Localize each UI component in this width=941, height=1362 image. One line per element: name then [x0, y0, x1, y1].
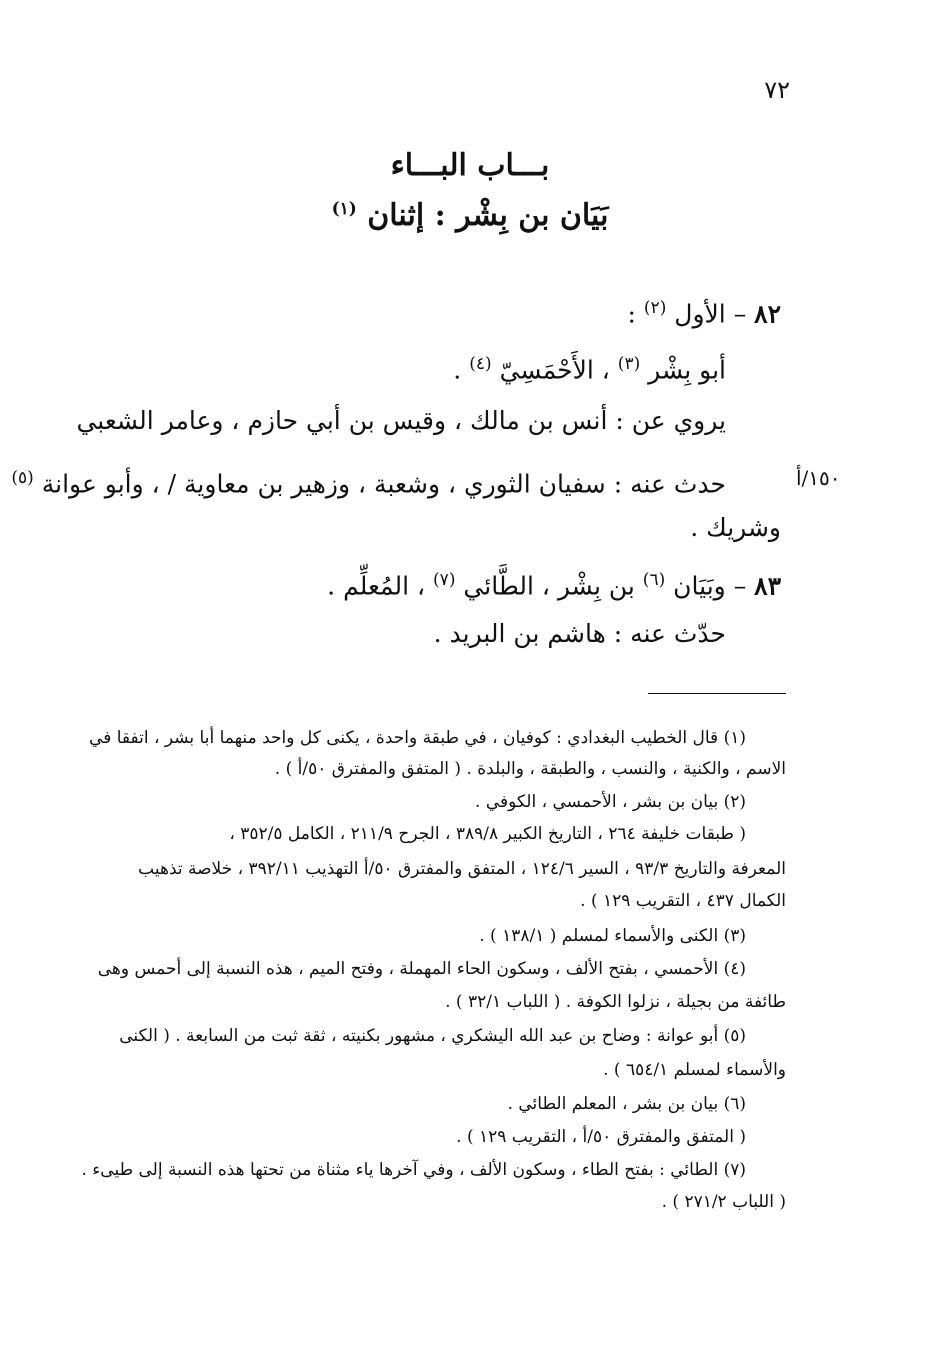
- footnote-line: المعرفة والتاريخ ٩٣/٣ ، السير ١٢٤/٦ ، المتفق والمفترق ٥٠/أ التهذيب ٣٩٢/١١ ، خلاصة تذهيب: [138, 859, 786, 879]
- footnote-line: (٥) أبو عوانة : وضاح بن عبد الله اليشكري ، مشهور بكنيته ، ثقة ثبت من السابعة . ( الكنى: [119, 1026, 746, 1046]
- entry-82-name-line: [453, 346, 726, 388]
- entry-83-number: ٨٣: [754, 571, 781, 601]
- footnote-line: (٦) بيان بن بشر ، المعلم الطائي .: [507, 1094, 746, 1114]
- entry-82-narrates-from: يروي عن : أنس بن مالك ، وقيس بن أبي حازم ، وعامر الشعبي: [76, 406, 726, 435]
- entry-82-kunya-ref: (٣): [617, 354, 641, 374]
- entry-82-header: [628, 290, 781, 332]
- entry-82-name-end: .: [453, 355, 462, 385]
- footnote-line: (١) قال الخطيب البغدادي : كوفيان ، في طبقة واحدة ، يكنى كل واحد منهما أبا بشر ، اتفقا في: [89, 728, 746, 748]
- heading-text: بَيَان بن بِشْر : إثنان: [367, 198, 609, 233]
- footnote-line: (٢) بيان بن بشر ، الأحمسي ، الكوفي .: [475, 792, 746, 812]
- entry-83-dash: –: [733, 571, 747, 601]
- entry-82-title-ref: (٢): [643, 298, 667, 318]
- footnote-line: (٤) الأحمسي ، بفتح الألف ، وسكون الحاء المهملة ، وفتح الميم ، هذه النسبة إلى أحمس وهى: [97, 959, 746, 979]
- footnote-line: ( المتفق والمفترق ٥٠/أ ، التقريب ١٢٩ ) .: [456, 1127, 746, 1147]
- heading-footnote-ref: (١): [331, 199, 357, 219]
- name-heading: [250, 198, 690, 233]
- footnote-divider: [648, 693, 786, 694]
- footnote-line: (٣) الكنى والأسماء لمسلم ( ١٣٨/١ ) .: [479, 926, 746, 946]
- footnote-line: الكمال ٤٣٧ ، التقريب ١٢٩ ) .: [580, 891, 786, 911]
- footnote-line: الاسم ، والكنية ، والنسب ، والطبقة ، والبلدة . ( المتفق والمفترق ٥٠/أ ) .: [274, 759, 786, 779]
- entry-82-reported-by: [11, 460, 726, 502]
- entry-83-header: [327, 562, 781, 604]
- entry-83-reported-by: حدّث عنه : هاشم بن البريد .: [433, 619, 726, 648]
- entry-82-colon: :: [627, 299, 636, 329]
- entry-83-lineage: بن بِشْر ، الطَّائي: [463, 571, 635, 601]
- entry-82-title: الأول: [674, 299, 726, 329]
- entry-82-number: ٨٢: [754, 299, 781, 329]
- footnote-line: طائفة من بجيلة ، نزلوا الكوفة . ( اللباب ٣٢/١ ) .: [445, 992, 786, 1012]
- entry-82-reported-by-ref: (٥): [11, 468, 34, 488]
- footnote-line: والأسماء لمسلم ٦٥٤/١ ) .: [603, 1060, 786, 1080]
- entry-82-nisba: ، الأَحْمَسِيّ: [499, 355, 610, 385]
- entry-83-name-ref: (٦): [642, 570, 666, 590]
- footnote-line: ( اللباب ٢٧١/٢ ) .: [661, 1192, 786, 1212]
- page-number: ٧٢: [764, 76, 790, 104]
- entry-82-nisba-ref: (٤): [469, 354, 492, 374]
- entry-82-reported-by-continued: وشريك .: [690, 513, 781, 542]
- footnote-line: (٧) الطائي : بفتح الطاء ، وسكون الألف ، وفي آخرها ياء مثناة من تحتها هذه النسبة إلى طيىء .: [81, 1160, 746, 1180]
- entry-82-kunya: أبو بِشْر: [648, 355, 726, 385]
- entry-83-lineage-ref: (٧): [433, 570, 456, 590]
- footnote-line: ( طبقات خليفة ٢٦٤ ، التاريخ الكبير ٣٨٩/٨ ، الجرح ٢١١/٩ ، الكامل ٣٥٢/٥ ،: [229, 824, 746, 844]
- entry-82-reported-by-text: حدث عنه : سفيان الثوري ، وشعبة ، وزهير بن معاوية / ، وأبو عوانة: [41, 469, 726, 499]
- chapter-title: بـــاب البـــاء: [390, 148, 550, 183]
- margin-folio-reference: ١٥٠/أ: [796, 466, 841, 490]
- entry-83-name: وبَيَان: [673, 571, 726, 601]
- entry-82-dash: –: [733, 299, 747, 329]
- entry-83-occupation: ، المُعلِّم .: [327, 571, 426, 601]
